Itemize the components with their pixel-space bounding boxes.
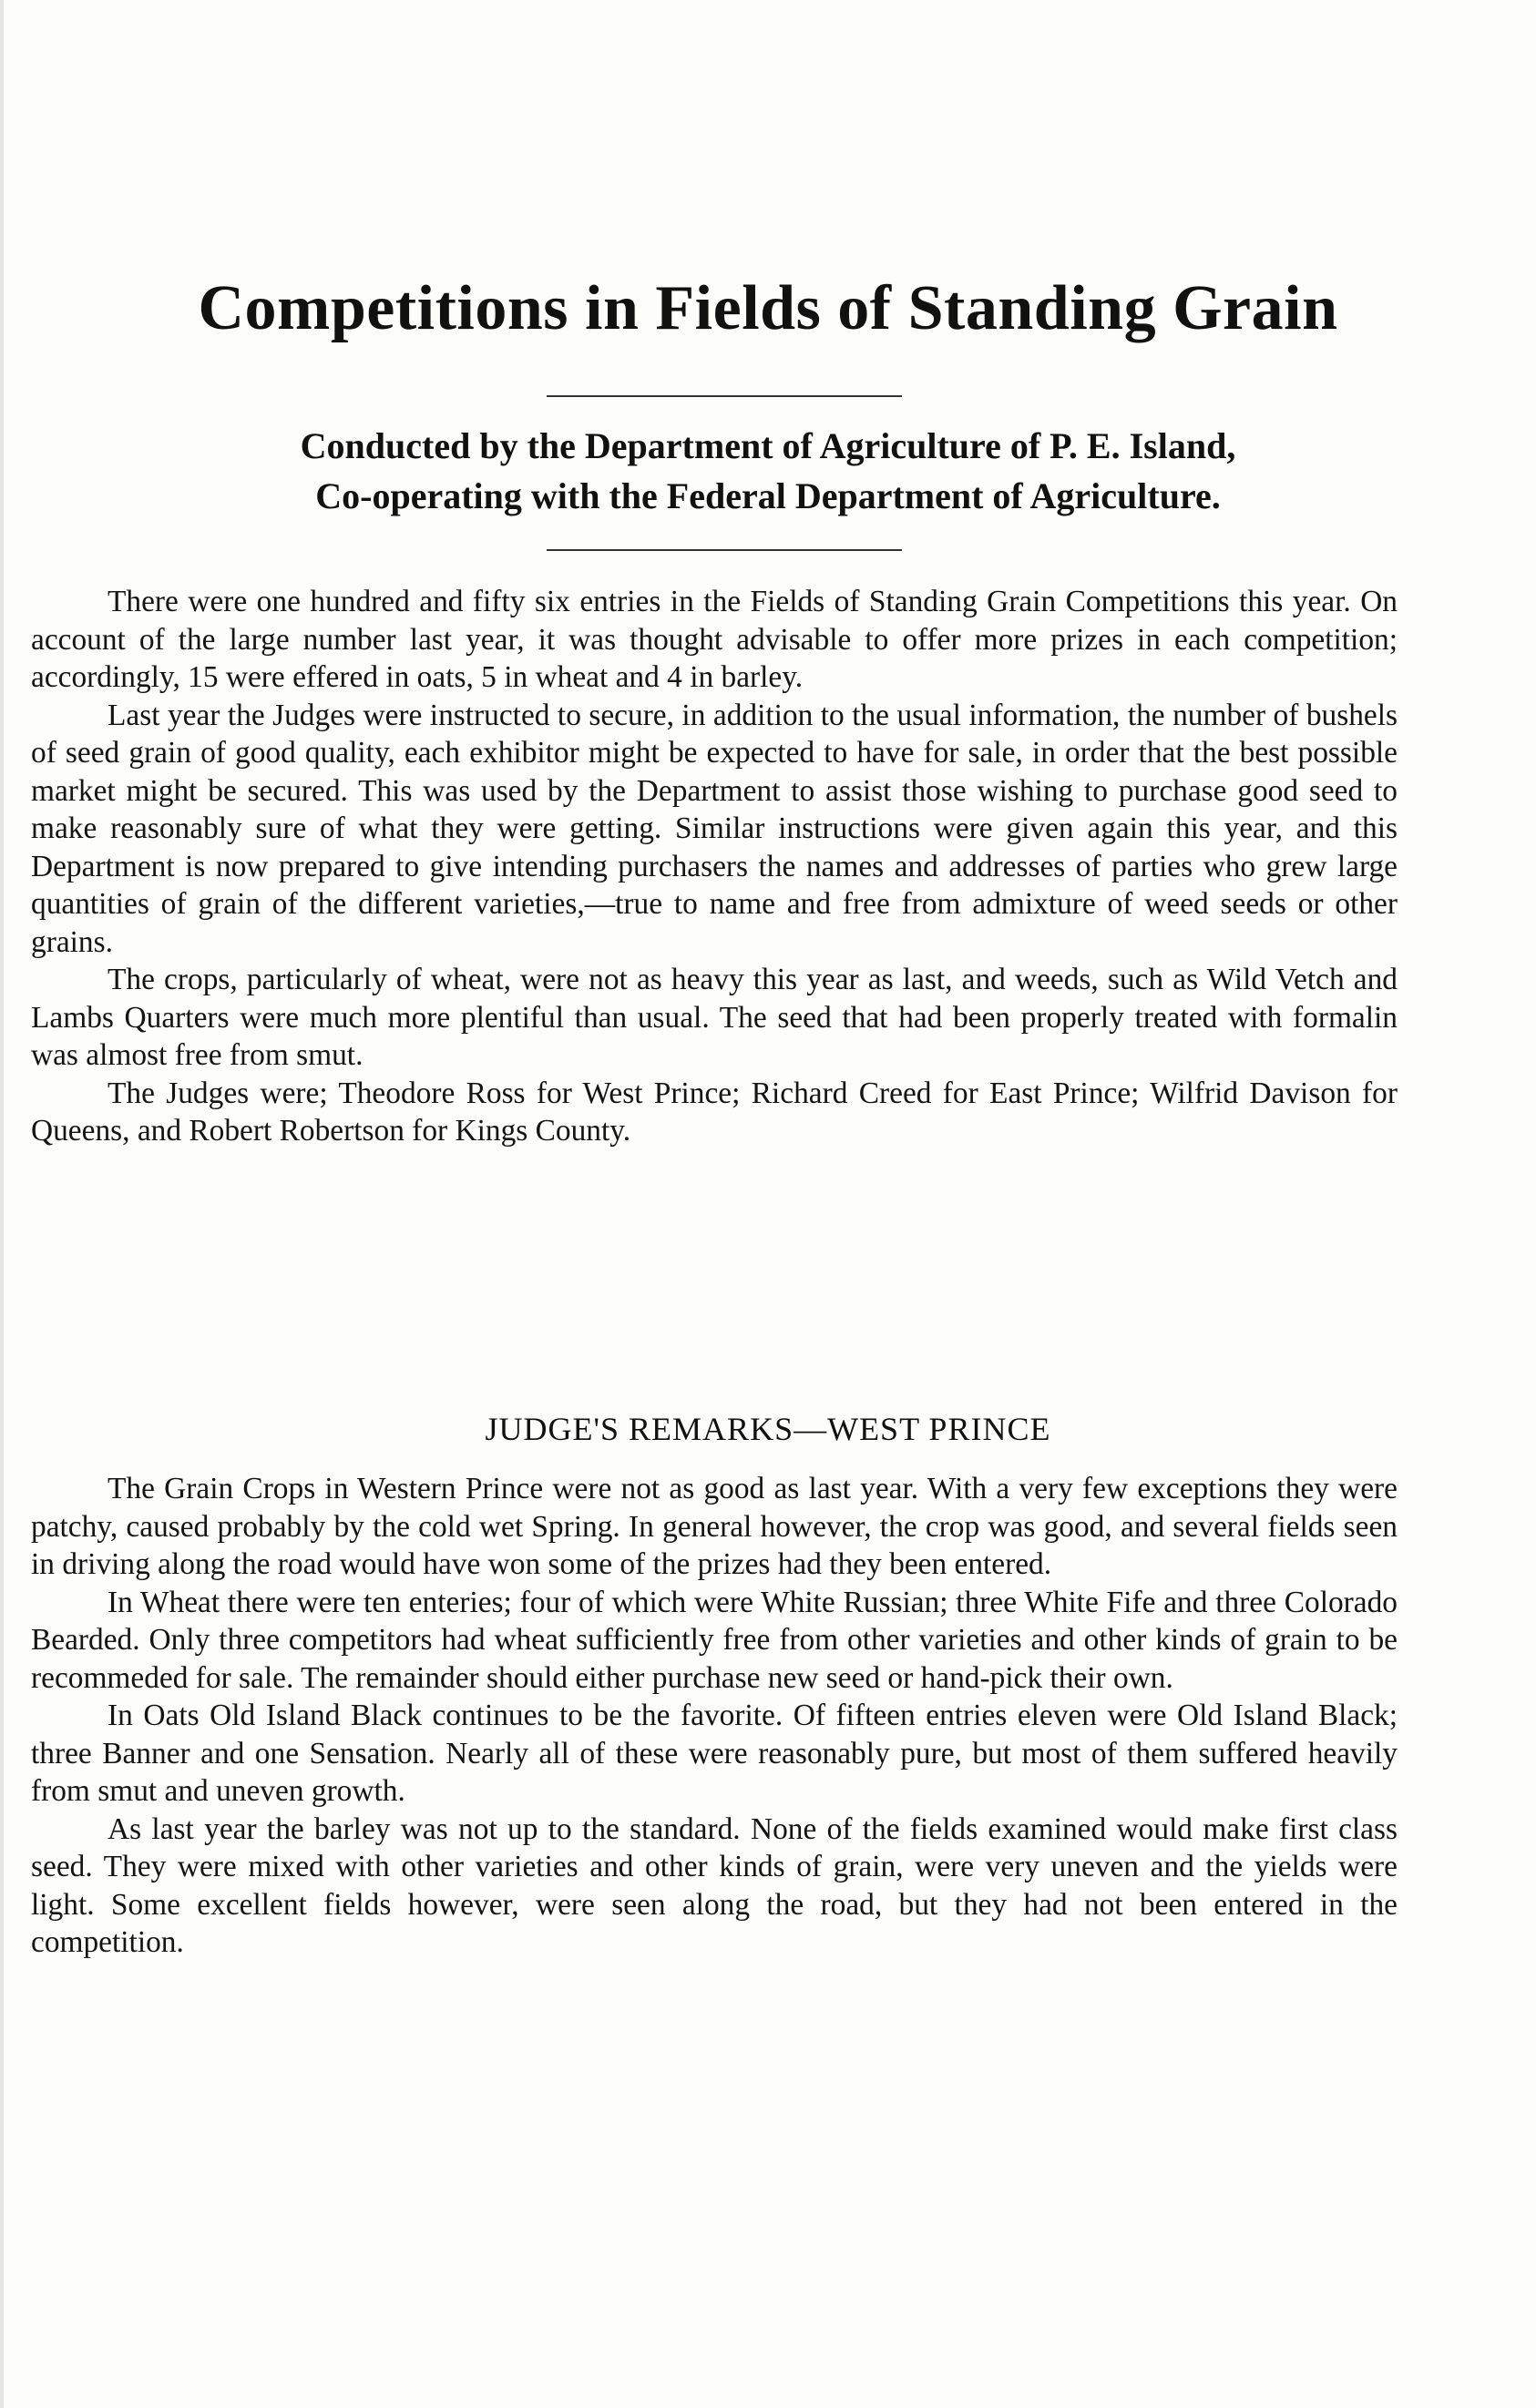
paragraph: Last year the Judges were instructed to secure, in addition to the usual information, the number of bushels of seed grain of good quality, each exhibitor might be expected to have for sale, in order that the best possible market might be secured. This was used by the Department to assist those wishing to purchase good seed to make reasonably sure of what they were getting. Similar instructions were given again this year, and this Department is now prepared to give intending purchasers the names and addresses of parties who grew large quantities of grain of the different varieties,—true to name and free from admixture of weed seeds or other grains. <box>31 698 1398 959</box>
paragraph: There were one hundred and fifty six entries in the Fields of Standing Grain Competitions this year. On account of the large number last year, it was thought advisable to offer more prizes in each competition; accordingly, 15 were effered in oats, 5 in wheat and 4 in barley. <box>31 585 1398 694</box>
subtitle-line-2: Co-operating with the Federal Department of Agriculture. <box>315 475 1221 516</box>
paragraph: In Oats Old Island Black continues to be the favorite. Of fifteen entries eleven were Old Island Black; three Banner and one Sensation. Nearly all of these were reasonably pure, but most of them suffered heavily from smut and uneven growth. <box>31 1699 1398 1808</box>
paragraph: The Grain Crops in Western Prince were not as good as last year. With a very few exceptions they were patchy, caused probably by the cold wet Spring. In general however, the crop was good, and several fields seen in driving along the road would have won some of the prizes had they been entered. <box>31 1472 1398 1581</box>
intro-section <box>31 583 1398 1150</box>
divider-rule <box>547 549 902 551</box>
page-edge <box>0 0 4 2408</box>
page-title: Competitions in Fields of Standing Grain <box>198 273 1338 343</box>
paragraph: In Wheat there were ten enteries; four of which were White Russian; three White Fife and three Colorado Bearded. Only three competitors had wheat sufficiently free from other varieties and other kinds of grain to be recommeded for sale. The remainder should either purchase new seed or hand-pick their own. <box>31 1585 1398 1695</box>
subtitle-line-1: Conducted by the Department of Agriculture of P. E. Island, <box>300 425 1236 466</box>
paragraph: The crops, particularly of wheat, were not as heavy this year as last, and weeds, such as Wild Vetch and Lambs Quarters were much more plentiful than usual. The seed that had been properly treated with formalin was almost free from smut. <box>31 963 1398 1072</box>
west-prince-section <box>31 1470 1398 1962</box>
section-heading: JUDGE'S REMARKS—WEST PRINCE <box>485 1411 1051 1447</box>
divider-rule <box>547 395 902 397</box>
paragraph: The Judges were; Theodore Ross for West Prince; Richard Creed for East Prince; Wilfrid Davison for Queens, and Robert Robertson for Kings County. <box>31 1076 1398 1148</box>
paragraph: As last year the barley was not up to the standard. None of the fields examined would make first class seed. They were mixed with other varieties and other kinds of grain, were very uneven and the yields were light. Some excellent fields however, were seen along the road, but they had not been entered in the competition. <box>31 1811 1398 1959</box>
